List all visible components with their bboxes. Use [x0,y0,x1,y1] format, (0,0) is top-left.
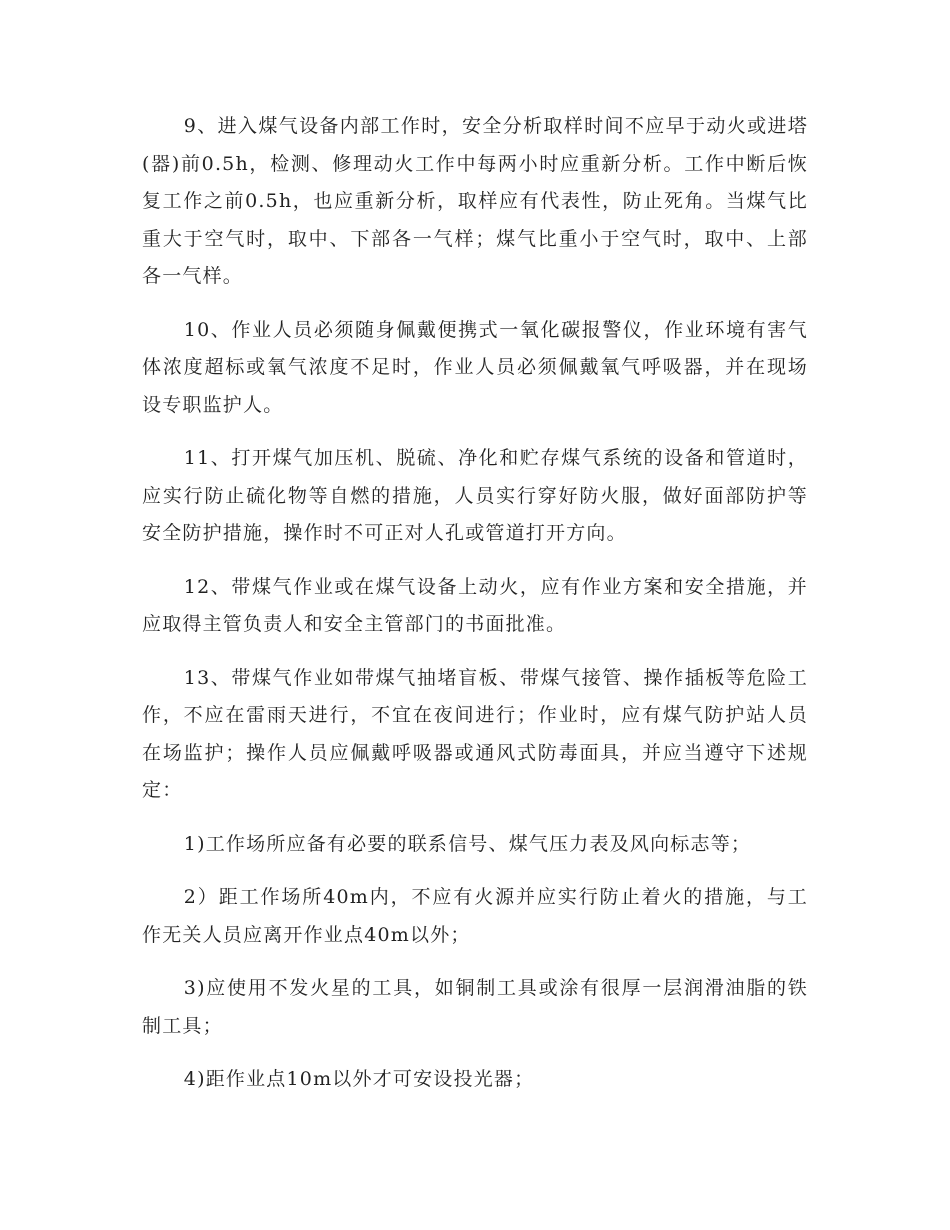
paragraph-item-10: 10、作业人员必须随身佩戴便携式一氧化碳报警仪，作业环境有害气体浓度超标或氧气浓度不足时，作业人员必须佩戴氧气呼吸器，并在现场设专职监护人。 [142,318,808,416]
paragraph-item-11: 11、打开煤气加压机、脱硫、净化和贮存煤气系统的设备和管道时，应实行防止硫化物等自燃的措施，人员实行穿好防火服，做好面部防护等安全防护措施，操作时不可正对人孔或管道打开方向。 [142,447,808,544]
paragraph-item-13: 13、带煤气作业如带煤气抽堵盲板、带煤气接管、操作插板等危险工作，不应在雷雨天进行，不宜在夜间进行；作业时，应有煤气防护站人员在场监护；操作人员应佩戴呼吸器或通风式防毒面具，并应当遵守下述规定： [142,666,808,801]
document-body [142,108,808,1115]
rule-item-4: 4)距作业点10m以外才可安设投光器； [183,1068,535,1090]
rule-item-1: 1)工作场所应备有必要的联系信号、煤气压力表及风向标志等； [183,832,752,855]
paragraph-item-12: 12、带煤气作业或在煤气设备上动火，应有作业方案和安全措施，并应取得主管负责人和安全主管部门的书面批准。 [142,575,808,635]
rule-item-2: 2）距工作场所40m内，不应有火源并应实行防止着火的措施，与工作无关人员应离开作业点40m以外； [142,886,808,946]
rule-item-3: 3)应使用不发火星的工具，如铜制工具或涂有很厚一层润滑油脂的铁制工具； [142,977,808,1037]
paragraph-item-9: 9、进入煤气设备内部工作时，安全分析取样时间不应早于动火或进塔(器)前0.5h，检测、修理动火工作中每两小时应重新分析。工作中断后恢复工作之前0.5h，也应重新分析，取样应有代表性，防止死角。当煤气比重大于空气时，取中、下部各一气样；煤气比重小于空气时，取中、上部各一气样。 [142,115,808,287]
